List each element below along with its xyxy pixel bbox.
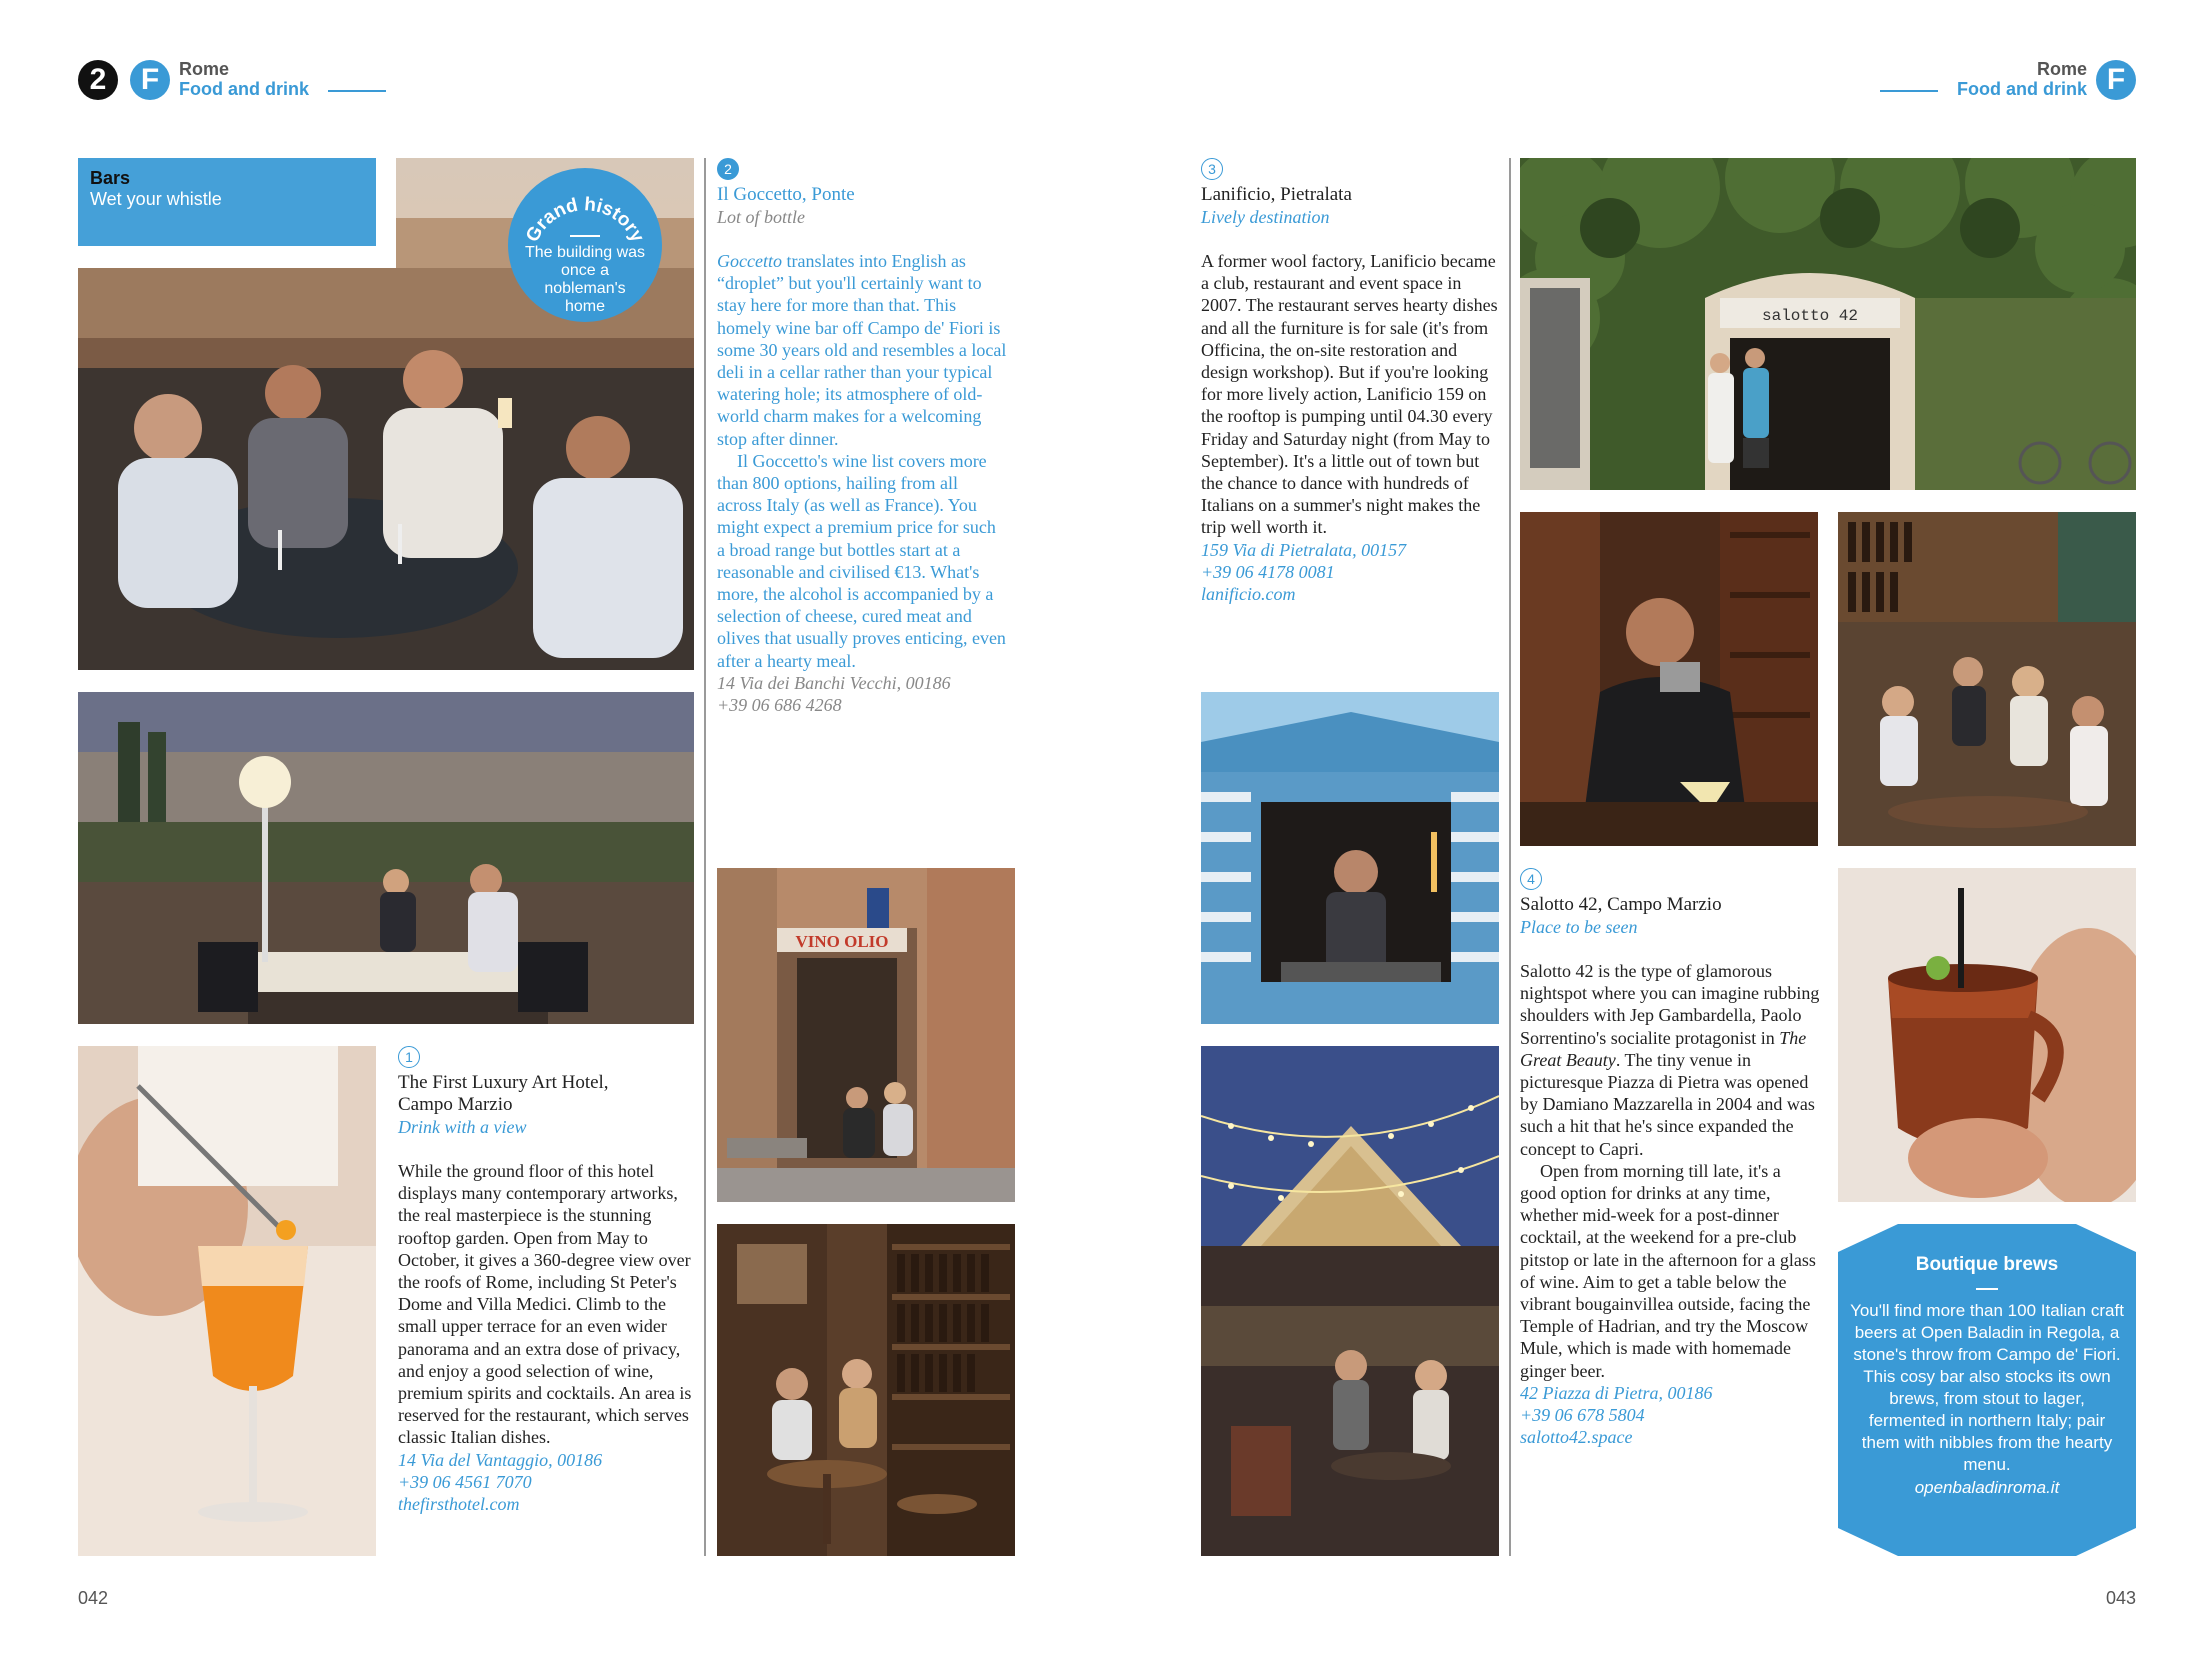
venue-4-phone: +39 06 678 5804	[1520, 1405, 1645, 1426]
venue-3-number	[1201, 158, 1223, 180]
venue-2-paragraph-1	[717, 250, 1007, 450]
boutique-brews-website[interactable]: openbaladinroma.it	[1914, 1478, 2060, 1497]
venue-2-body	[717, 250, 1007, 672]
venue-3-tagline: Lively destination	[1201, 207, 1330, 227]
moscow-mule-photo	[1838, 868, 2136, 1202]
boutique-brews-body: You'll find more than 100 Italian craft beers at Open Baladin in Regola, a stone's throw from Campo de' Fiori. This cosy bar also stocks its own brews, from stout to lager, fermented in northern Italy; pair them with nibbles from the hearty menu.	[1850, 1301, 2124, 1474]
venue-3-name: Lanificio, Pietralata	[1201, 184, 1352, 205]
venue-3-number-text: 3	[1208, 161, 1216, 177]
vino-olio-sign: VINO OLIO	[795, 932, 889, 951]
section-letter-badge-right	[2096, 60, 2136, 100]
venue-1-block	[398, 1072, 698, 1515]
lanificio-dj-photo	[1201, 692, 1499, 1024]
header-city: Rome	[179, 59, 230, 79]
boutique-brews-box	[1838, 1224, 2136, 1556]
venue-2-number-text: 2	[724, 161, 732, 177]
section-letter-badge	[130, 60, 170, 100]
venue-1-phone: +39 06 4561 7070	[398, 1471, 532, 1492]
venue-4-film-title: The Great Beauty	[1520, 1027, 1807, 1070]
page-number-left: 042	[78, 1588, 109, 1608]
lanificio-terrace-photo	[1201, 1046, 1499, 1556]
venue-3-website[interactable]: lanificio.com	[1201, 584, 1296, 605]
venue-1-website[interactable]: thefirsthotel.com	[398, 1494, 520, 1515]
header-section: Food and drink	[179, 79, 309, 99]
venue-2-phone: +39 06 686 4268	[717, 695, 842, 716]
column-rule-left	[704, 158, 706, 1556]
venue-2-block	[717, 184, 1007, 716]
header-rule-right	[1880, 90, 1938, 92]
venue-4-address: 42 Piazza di Pietra, 00186	[1520, 1382, 1713, 1403]
grand-history-badge	[508, 168, 662, 322]
bars-label-box	[78, 158, 376, 246]
bartender-photo	[1520, 512, 1818, 846]
venue-4-paragraph-2: Open from morning till late, it's a good option for drinks at any time, whether mid-week for a post-dinner cocktail, at the weekend for a pre-club pitstop or late in the afternoon for a glass of wine. Aim to get a table below the vibrant bougainvillea outside, facing the Temple of Hadrian, and try the Moscow Mule, which is made with homemade ginger beer.	[1520, 1160, 1816, 1381]
venue-2-number	[717, 158, 739, 180]
grand-history-title: Grand history	[522, 194, 648, 246]
boutique-brews-title: Boutique brews	[1915, 1254, 2059, 1275]
venue-1-address: 14 Via del Vantaggio, 00186	[398, 1449, 603, 1470]
venue-1-number	[398, 1046, 420, 1068]
page-number-right: 043	[2105, 1588, 2136, 1608]
grand-history-divider	[570, 235, 600, 237]
header-section-right: Food and drink	[1957, 79, 2087, 99]
venue-2-italic-word: Goccetto	[717, 251, 782, 271]
goccetto-interior-photo	[717, 1224, 1015, 1556]
venue-4-p1a: Salotto 42 is the type of glamorous nightspot where you can imagine rubbing shoulders with Jep Gambardella, Paolo Sorrentino's socialite protagonist in	[1520, 961, 1820, 1048]
venue-4-p1b: . The tiny venue in picturesque Piazza di Pietra was opened by Damiano Mazzarella in 2004 and was such a hit that he's since expanded the concept to Capri.	[1520, 1049, 1815, 1159]
busy-bar-photo	[1838, 512, 2136, 846]
header-city-right: Rome	[2036, 59, 2087, 79]
venue-3-address: 159 Via di Pietralata, 00157	[1201, 539, 1407, 560]
venue-4-block	[1520, 894, 1820, 1448]
venue-2-paragraph-2: Il Goccetto's wine list covers more than 800 options, hailing from all across Italy (as well as France). You might expect a premium price for such a broad range but bottles start at a reasonable and civilised €13. What's more, the alcohol is accompanied by a selection of cheese, cured meat and olives that usually proves enticing, even after a hearty meal.	[717, 450, 1006, 671]
venue-4-body	[1520, 960, 1820, 1382]
svg-text:Grand history	[522, 194, 648, 246]
section-letter-right: F	[2106, 63, 2126, 96]
venue-2-address: 14 Via dei Banchi Vecchi, 00186	[717, 672, 951, 693]
venue-2-tagline: Lot of bottle	[717, 207, 806, 227]
salotto42-exterior-photo	[1520, 158, 2136, 490]
venue-4-paragraph-1	[1520, 960, 1820, 1160]
venue-4-number	[1520, 868, 1542, 890]
spritz-cocktail-photo	[78, 1046, 376, 1556]
venue-3-block	[1201, 184, 1501, 605]
bars-box-gap	[78, 246, 396, 268]
goccetto-exterior-photo	[717, 868, 1015, 1202]
section-number: 2	[89, 63, 107, 96]
column-rule-right	[1509, 158, 1511, 1556]
venue-4-website[interactable]: salotto42.space	[1520, 1427, 1633, 1448]
venue-1-number-text: 1	[405, 1049, 413, 1065]
venue-4-number-text: 4	[1527, 871, 1535, 887]
venue-3-body: A former wool factory, Lanificio became a club, restaurant and event space in 2007. The restaurant serves hearty dishes and all the furniture is for sale (it's from Officina, the on-site restoration and design workshop). But if you're looking for more lively action, Lanificio 159 on the rooftop is pumping until 04.30 every Friday and Saturday night (from May to September). It's a little out of town but the chance to dance with hundreds of Italians on a summer's night makes the trip well worth it.	[1201, 251, 1498, 538]
section-number-badge	[78, 60, 118, 100]
venue-2-name: Il Goccetto, Ponte	[717, 184, 855, 205]
venue-1-body: While the ground floor of this hotel displays many contemporary artworks, the real masterpiece is the stunning rooftop garden. Open from May to October, it gives a 360-degree view over the roofs of Rome, including St Peter's Dome and Villa Medici. Climb to the small upper terrace for an even wider panorama and an extra dose of privacy, and enjoy a good selection of wine, premium spirits and cocktails. An area is reserved for the restaurant, which serves classic Italian dishes.	[398, 1161, 692, 1448]
grand-history-text: The building was once a nobleman's home	[524, 244, 646, 315]
venue-1-tagline: Drink with a view	[398, 1117, 527, 1137]
venue-4-name: Salotto 42, Campo Marzio	[1520, 894, 1722, 915]
header-rule	[328, 90, 386, 92]
bars-box-gap-side	[376, 158, 396, 268]
terrace-dining-photo	[78, 692, 694, 1024]
venue-2-p1-text: translates into English as “droplet” but you'll certainly want to stay here for more than that. This homely wine bar off Campo de' Fiori is some 30 years old and resembles a local deli in a cellar rather than your typical watering hole; its atmosphere of old-world charm makes for a welcoming stop after dinner.	[717, 251, 1007, 449]
venue-3-phone: +39 06 4178 0081	[1201, 561, 1335, 582]
boutique-brews-divider	[1976, 1288, 1998, 1290]
venue-4-tagline: Place to be seen	[1520, 917, 1638, 937]
venue-1-name-line2: Campo Marzio	[398, 1094, 513, 1115]
section-letter: F	[140, 63, 160, 96]
bars-title: Bars	[90, 168, 131, 188]
bars-subtitle: Wet your whistle	[90, 189, 222, 209]
venue-1-name-line1: The First Luxury Art Hotel,	[398, 1072, 609, 1093]
salotto42-sign: salotto 42	[1761, 307, 1859, 325]
